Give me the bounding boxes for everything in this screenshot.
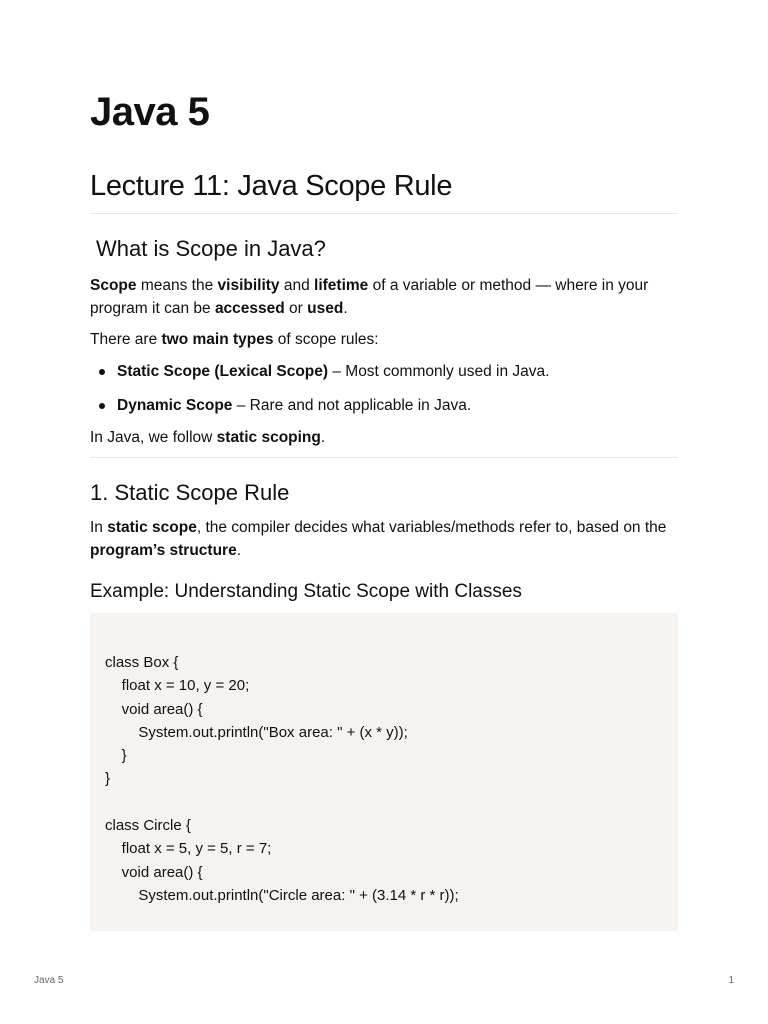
code-line: System.out.println("Circle area: " + (3.14 * r * r)); [105,886,459,904]
code-line: System.out.println("Box area: " + (x * y)); [105,723,408,741]
scope-types-list [90,360,678,428]
divider [90,213,678,214]
footer-document-name: Java 5 [34,975,64,986]
code-line: } [105,747,127,765]
bullet-icon [99,403,105,409]
code-line: void area() { [105,863,203,881]
section-heading-static-scope: 1. Static Scope Rule [90,480,290,505]
static-scope-paragraph: In static scope, the compiler decides what variables/methods refer to, based on the program’s structure. [90,519,667,559]
static-scoping-note: In Java, we follow static scoping. [90,429,326,446]
code-block [90,613,678,931]
section-heading-scope: What is Scope in Java? [96,236,326,261]
code-line [105,791,459,814]
bullet-icon [99,369,105,375]
scope-types-paragraph: There are two main types of scope rules: [90,331,379,348]
code-line: } [105,770,111,788]
code-line: class Circle { [105,817,191,835]
list-item: Static Scope (Lexical Scope) – Most commonly used in Java. [90,360,678,383]
example-heading: Example: Understanding Static Scope with Classes [90,581,522,602]
lecture-title: Lecture 11: Java Scope Rule [90,170,453,202]
footer-page-number: 1 [728,975,734,986]
code-lines [105,651,459,907]
document-title: Java 5 [90,90,210,134]
list-item: Dynamic Scope – Rare and not applicable in Java. [90,394,678,417]
code-line: float x = 10, y = 20; [105,677,250,695]
code-line: class Box { [105,654,179,671]
scope-definition-paragraph: Scope means the visibility and lifetime of a variable or method — where in your program it can be accessed or used. [90,277,649,317]
code-line: float x = 5, y = 5, r = 7; [105,840,272,858]
code-line: void area() { [105,700,203,718]
divider [90,457,678,458]
